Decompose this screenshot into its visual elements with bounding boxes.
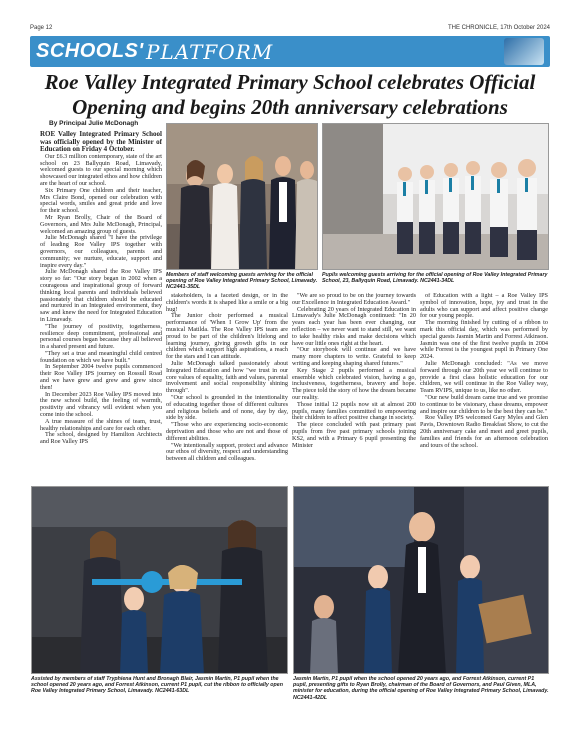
article-paragraph: Julie McDonagh talked passionately about Integrated Education and how "we trust in our core values of equality, faith and values, parental involvement and social responsibility shining through". (166, 359, 288, 395)
photo-ribbon-cutting (31, 486, 288, 674)
caption-staff: Members of staff welcoming guests arriving for the official opening of Roe Valley Integrated Primary School, Limavady. NC2441-35DL (166, 272, 318, 291)
article-byline: By Principal Julie McDonagh (49, 120, 139, 127)
article-paragraph: "Those who are experiencing socio-economic deprivation and those who are not and those of different abilities. (166, 421, 288, 442)
article-paragraph: of Education with a light – a Roe Valley IPS symbol of innovation, hope, joy and trust in the adults who can support and affect positive change for our young people. (420, 293, 548, 320)
article-paragraph: "Our storybook will continue and we have many more chapters to write. Grateful to keep writing and keeping shaping shared futures." (292, 346, 416, 367)
article-paragraph: The piece concluded with past primary past pupils from five past primary schools joining KS2, and with a Primary 6 pupil presenting the Minister (292, 421, 416, 449)
article-paragraph: Roe Valley IPS welcomed Gary Myles and Glen Pavis, Downtown Radio Breakfast Show, to cut the 20th anniversary cake and meet and greet pupils, families and friends for an afternoon celebration and tours of the school. (420, 414, 548, 449)
article-paragraph: "The journey of positivity, togetherness, resilience deep commitment, professional and personal courses began because they all believed in a shared present and future. (40, 322, 162, 351)
article-paragraph: Those initial 12 pupils now sit at almost 200 pupils, many families committed to empowering their children to affect positive change in society. (292, 400, 416, 422)
page-header (30, 24, 550, 34)
photo-pupils-welcoming (322, 123, 549, 270)
photo-staff-welcoming (166, 123, 318, 270)
article-paragraph: Six Primary One children and their teacher, Mrs Claire Bond, opened our celebration with special words, smiles and great pride and love for their school. (40, 186, 162, 215)
caption-gifts: Jasmin Martin, P1 pupil when the school opened 20 years ago, and Forrest Atkinson, current P1 pupil, presenting gifts to Ryan Brolly, chairman of the Board of Governors, and Paul Given, MLA, minister for education, during the official opening of Roe Valley Integrated Primary School, Limavady. NC2441-42DL (293, 676, 549, 701)
article-paragraph: The morning finished by cutting of a ribbon to mark this official day, which was performed by special guests Jasmin Martin and Forrest Atkinson. Jasmin was one of the first twelve pupils in 2004 while Forrest is the youngest pupil in Primary One 2024. (420, 319, 548, 361)
article-column-2 (166, 293, 288, 483)
article-paragraph: In December 2023 Roe Valley IPS moved into the new school build, the feeling of warmth, positivity and vibrancy will evident when you come into the school. (40, 390, 162, 419)
article-paragraph: "They set a true and meaningful child centred foundation on which we have built." (40, 349, 162, 364)
article-paragraph: stakeholders, is a faceted design, or in the children's words it is shaped like a smile or a big hug! (166, 293, 288, 313)
article-paragraph: Key Stage 2 pupils performed a musical ensemble which celebrated vision, having a go, inclusiveness, togetherness, bravery and hope. The piece told the story of how the dream became our reality. (292, 366, 416, 401)
article-paragraph: Julie McDonagh concluded: "As we move forward through our 20th year we will continue to provide a first class holistic education for our children, we will continue in the Roe Valley way, Team RVIPS, unique to us, like no other. (420, 359, 548, 395)
paper-date: THE CHRONICLE, 17th October 2024 (447, 25, 550, 31)
article-paragraph: "We intentionally support, protect and advance our ethos of diversity, respect and understanding between all children and colleagues. (166, 441, 288, 463)
caption-pupils: Pupils welcoming guests arriving for the official opening of Roe Valley Integrated Primary School, 23, Ballyquin Road, Limavady. NC2441-34DL (322, 272, 548, 285)
article-paragraph: In September 2004 twelve pupils commenced their Roe Valley IPS journey on Rossull Road and we have grew and grew and grew since then! (40, 363, 162, 391)
caption-ribbon: Assisted by members of staff Tryphiena Hunt and Bronagh Blair, Jasmin Martin, P1 pupil when the school opened 20 years ago, and Forrest Atkinson, current P1 pupil, cut the ribbon to officially open Roe Valley Integrated Primary School, Limavady. NC2441-63DL (31, 676, 283, 695)
section-banner (30, 36, 550, 67)
article-paragraph: A true measure of the shines of team, trust, healthy relationships and care for each other. (40, 417, 162, 432)
article-paragraph: "Our school is grounded in the intentionality of educating together those of different cultures and religious beliefs and of none, day by day, side by side. (166, 393, 288, 422)
article-headline: Roe Valley Integrated Primary School celebrates Official Opening and begins 20th anniversary celebrations (44, 70, 536, 119)
article-paragraph: "Our new build dream came true and we promise to continue to be visionary, chase dreams, empower and inspire our children to be the best they can be." (420, 393, 548, 415)
article-paragraph: Celebrating 20 years of Integrated Education in Limavady's Julie McDonagh continued: "In 20 years each year has been ever changing, our reflection – we never want to stand still, we want to take healthy risks and make decisions which have our little ones right at the heart. (292, 305, 416, 347)
page-number: Page 12 (30, 25, 53, 31)
photo-presenting-gifts (293, 486, 549, 674)
article-paragraph: ROE Valley Integrated Primary School was officially opened by the Minister of Education on Friday 4 October. (40, 131, 162, 154)
banner-title-script: PLATFORM (146, 40, 274, 64)
article-paragraph: The school, designed by Hamilton Architects and Roe Valley IPS (40, 431, 162, 446)
article-paragraph: Julie McDonagh shared the Roe Valley IPS story so far: "Our story began in 2002 when a courageous and inspirational group of forward thinking local parents and individuals believed passionately that children should be educated and nurtured in an Integrated environment, they saw and knew the need for Integrated Education in Limavady. (40, 268, 162, 323)
article-column-4 (420, 293, 548, 483)
article-paragraph: Mr Ryan Brolly, Chair of the Board of Governors, and Mrs Julie McDonagh, Principal, welcomed an amazing group of guests. (40, 213, 162, 235)
article-paragraph: The Junior choir performed a musical performance of 'When I Grow Up' from the musical Matilda. The Roe Valley IPS team are proud to be part of the children's lifelong and learning journey, giving growth gifts in our children which support high aspirations, a reach for the stars and I can attitude. (166, 312, 288, 361)
article-paragraph: Julie McDonagh shared "I have the privilege of leading Roe Valley IPS together with governors, our colleagues, parents and community; we nurture, educate, support and inspire every day." (40, 234, 162, 269)
article-paragraph: "We are so proud to be on the journey towards our Excellence in Integrated Education Award." (292, 293, 416, 306)
banner-title-bold: SCHOOLS' (36, 40, 144, 62)
article-column-3 (292, 293, 416, 483)
article-column-1 (40, 131, 162, 486)
school-crest-image (504, 38, 544, 65)
article-paragraph: Our £6.3 million contemporary, state of the art school on 23 Ballyquin Road, Limavady, welcomed guests to our special morning which showcased our integrated ethos and how children are the heart of our school. (40, 152, 162, 187)
